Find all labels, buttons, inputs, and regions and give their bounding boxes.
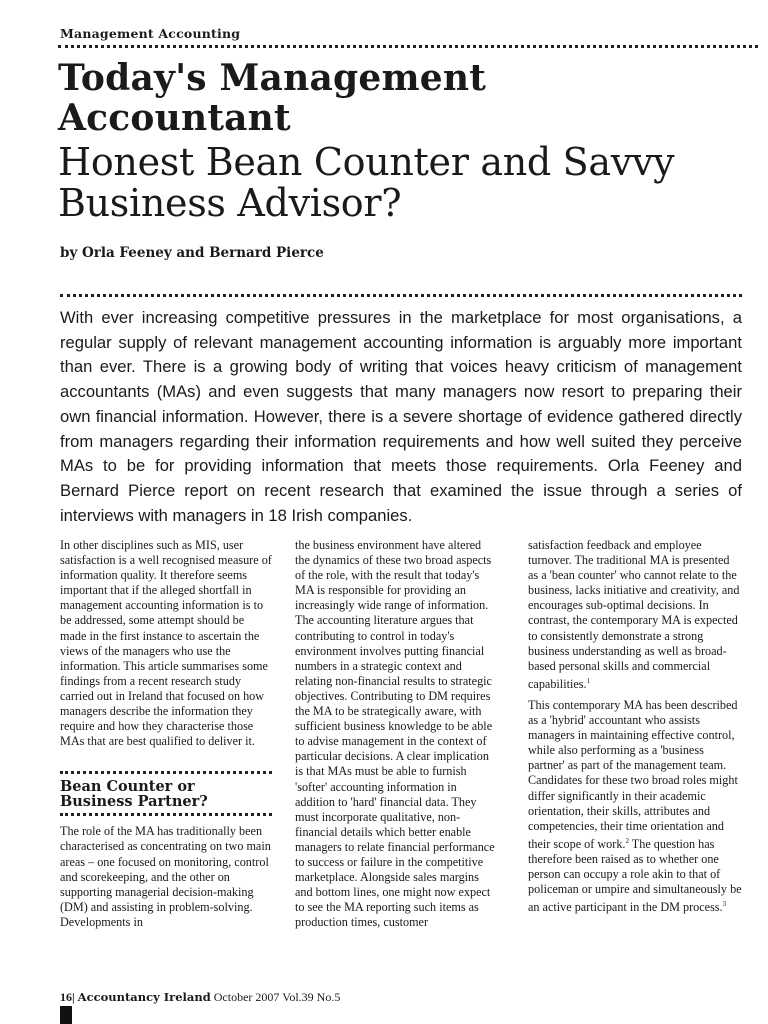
lede-paragraph: With ever increasing competitive pressures in the marketplace for most organisations, a regular supply of relevant management accounting information is arguably more important than ever. There is a growing body of writing that voices heavy criticism of management accountants (MAs) and even suggests that many managers now resort to preparing their own financial information. However, there is a severe shortage of evidence gathered directly from managers regarding their information requirements and how well suited they perceive MAs to be for providing information that meets those requirements. Orla Feeney and Bernard Pierce report on recent research that examined the issue through a series of interviews with managers in 18 Irish companies. [60,308,742,525]
subhead [60,779,272,809]
page-corner-mark [60,1006,72,1024]
article-title: Today's Management Accountant [58,57,487,139]
page-number: 16 [60,990,72,1004]
byline: by Orla Feeney and Bernard Pierce [60,245,324,261]
page-footer [60,990,340,1005]
issue-info: October 2007 Vol.39 No.5 [213,990,341,1004]
section-label: Management Accounting [60,26,241,41]
header-dotted-rule [58,45,758,48]
footnote-ref: 1 [586,676,591,685]
publication-name: Accountancy Ireland [77,990,211,1004]
body-paragraph: the business environment have altered the dynamics of these two broad aspects of the role, with the result that today's MA is responsible for providing an increasingly wide range of information. The accounting literature argues that contributing to control in today's environment involves putting financial numbers in a strategic context and relating non-financial results to strategic objectives. Contributing to DM requires the MA to be strategically aware, with sufficient business knowledge to be able to advise management in the context of particular decisions. A clear implication is that MAs must be able to furnish 'softer' accounting information in addition to 'hard' financial data. They must incorporate qualitative, non-financial details which better enable managers to relate financial performance to success or failure in the competitive marketplace. Alongside sales margins and bottom lines, one might now expect to see the MA reporting such items as production times, customer [295,538,495,930]
column-1 [60,538,272,936]
lede-dotted-rule [60,294,742,297]
body-text: satisfaction feedback and employee turnover. The traditional MA is presented as a 'bean counter' who cannot relate to the business, lacks initiative and creativity, and encourages sub-optimal decisions. In contrast, the contemporary MA is expected to consistently demonstrate a strong business understanding as well as broad-based personal skills and commercial capabilities. [528,538,740,691]
body-paragraph [528,698,742,915]
body-paragraph: The role of the MA has traditionally been characterised as concentrating on two main areas – one focused on monitoring, control and scorekeeping, and the other on supporting managerial decision-making (DM) and assisting in problem-solving. Developments in [60,824,271,929]
footnote-ref: 3 [722,900,727,909]
article-subtitle: Honest Bean Counter and Savvy Business Advisor? [58,140,675,225]
column-2 [295,538,495,936]
subhead-top-rule [60,771,272,774]
subhead-bottom-rule [60,813,272,816]
subhead-line-2: Business Partner? [60,793,208,811]
footnote-ref: 2 [625,836,629,845]
body-text: This contemporary MA has been described as a 'hybrid' accountant who assists managers in maintaining effective control, while also performing as a 'business partner' as part of the management team. Candidates for these two broad roles might differ significantly in their academic orientation, their skills, attributes and competencies, their time orientation and their scope of work. [528,698,738,851]
body-text: The question has therefore been raised as to whether one person can occupy a role akin to that of policeman or umpire and simultaneously be an active participant in the DM process. [528,836,742,915]
column-3 [528,538,742,921]
intro-paragraph: In other disciplines such as MIS, user satisfaction is a well recognised measure of information quality. It therefore seems important that if the alleged shortfall in management accounting information is to be addressed, some attempt should be made in the first instance to ascertain the views of the managers who use the information. This article summarises some findings from a recent research study carried out in Ireland that focused on how managers describe the information they require and how they characterise those MAs that are best qualified to deliver it. [60,538,272,749]
body-paragraph [528,538,742,692]
footer-separator: | [72,990,75,1004]
subhead-line-1: Bean Counter or [60,778,195,796]
